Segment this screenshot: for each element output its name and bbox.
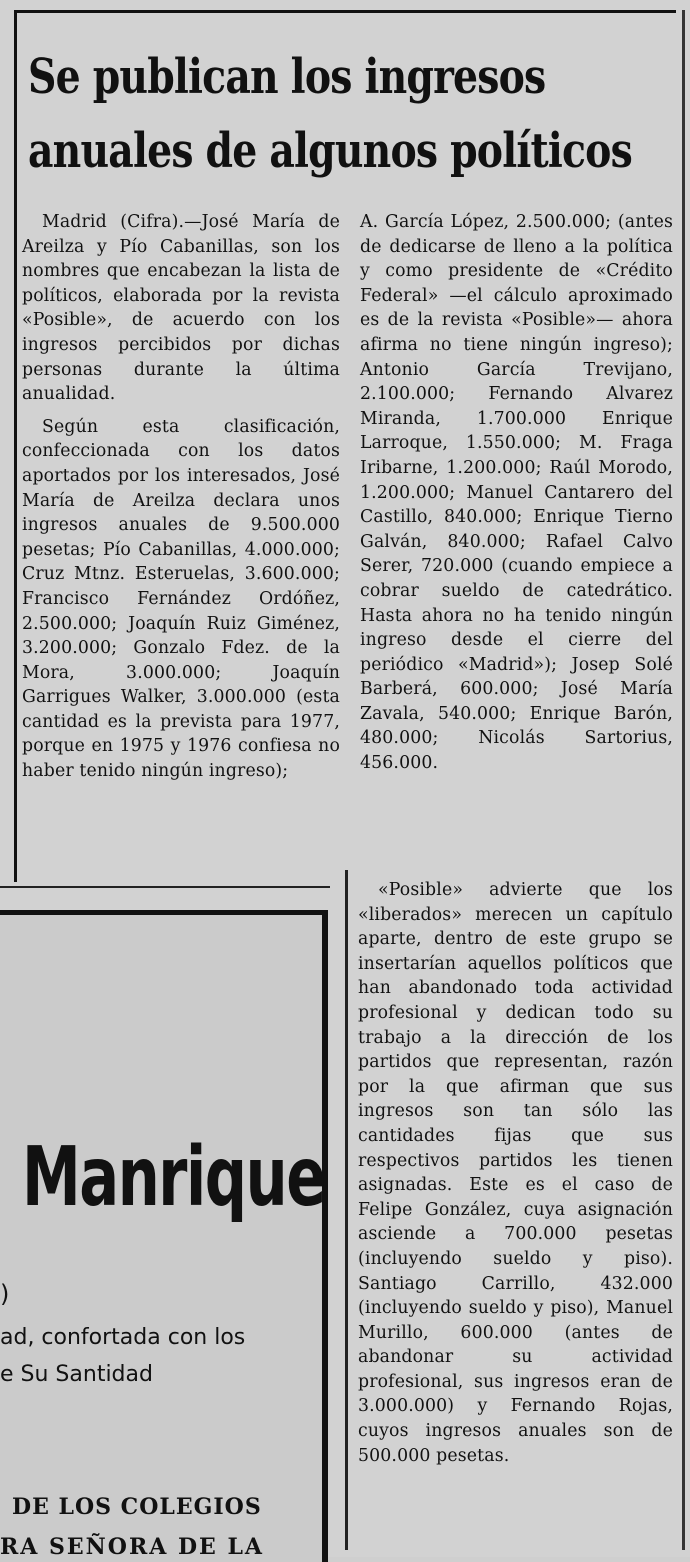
article-paragraph-continuation: A. García López, 2.500.000; (antes de dedicarse de lleno a la política y como presidente de «Crédito Federal» —el cálculo aproximado es de la revista «Posible»— ahora afirma no tiene ningún ingreso); Antonio García Trevijano, 2.100.000; Fernando Alvarez Miranda, 1.700.000 Enrique Larroque, 1.550.000; M. Fraga Iribarne, 1.200.000; Raúl Morodo, 1.200.000; Manuel Cantarero del Castillo, 840.000; Enrique Tierno Galván, 840.000; Rafael Calvo Serer, 720.000 (cuando empiece a cobrar sueldo de catedrático. Hasta ahora no ha tenido ningún ingreso desde el cierre del periódico «Madrid»); Josep Solé Barberá, 600.000; José María Zavala, 540.000; Enrique Barón, 480.000; Nicolás Sartorius, 456.000. [360,212,673,774]
headline-line-2: anuales de algunos políticos [28,123,632,179]
article-column-right [360,210,673,776]
top-rule [14,10,676,13]
headline-line-1: Se publican los ingresos [28,49,546,105]
article-paragraph: Según esta clasificación, confeccionada con los datos aportados por los interesados, José María de Areilza declara unos ingresos anuales de 9.500.000 pesetas; Pío Cabanillas, 4.000.000; Cruz Mtnz. Esteruelas, 3.600.000; Francisco Fernández Ordóñez, 2.500.000; Joaquín Ruiz Giménez, 3.200.000; Gonzalo Fdez. de la Mora, 3.000.000; Joaquín Garrigues Walker, 3.000.000 (esta cantidad es la prevista para 1977, porque en 1975 y 1976 confiesa no haber tenido ningún ingreso); [22,416,340,782]
obituary-ad-box [0,910,328,1562]
article-headline [28,40,668,188]
article-column-right-lower [358,878,673,1468]
column-divider [345,870,348,1550]
left-rule [14,10,17,882]
ad-name: Manrique [22,1130,325,1225]
ad-caps-line-1: DE LOS COLEGIOS [12,1494,262,1520]
article-paragraph: «Posible» advierte que los «liberados» merecen un capítulo aparte, dentro de este grupo se insertarían aquellos políticos que han abandonado toda actividad profesional y dedican todo su trabajo a la dirección de los partidos que representan, razón por la que afirman que sus ingresos son tan sólo las cantidades fijas que sus respectivos partidos les tienen asignadas. Este es el caso de Felipe González, cuya asignación asciende a 700.000 pesetas (incluyendo sueldo y piso). Santiago Carrillo, 432.000 (incluyendo sueldo y piso), Manuel Murillo, 600.000 (antes de abandonar su actividad profesional, sus ingresos eran de 3.000.000) y Fernando Rojas, cuyos ingresos anuales son de 500.000 pesetas. [358,880,673,1466]
ad-line-1: ad, confortada con los [0,1325,246,1350]
ad-caps-line-2: RA SEÑORA DE LA [0,1534,264,1560]
article-column-left [22,210,340,784]
section-divider [0,886,330,888]
right-rule [682,10,685,1550]
ad-line-2: e Su Santidad [0,1362,153,1387]
article-paragraph: Madrid (Cifra).—José María de Areilza y Pío Cabanillas, son los nombres que encabezan la lista de políticos, elaborada por la revista «Posible», de acuerdo con los ingresos percibidos por dichas personas durante la última anualidad. [22,212,340,405]
ad-paren: ) [0,1280,10,1308]
